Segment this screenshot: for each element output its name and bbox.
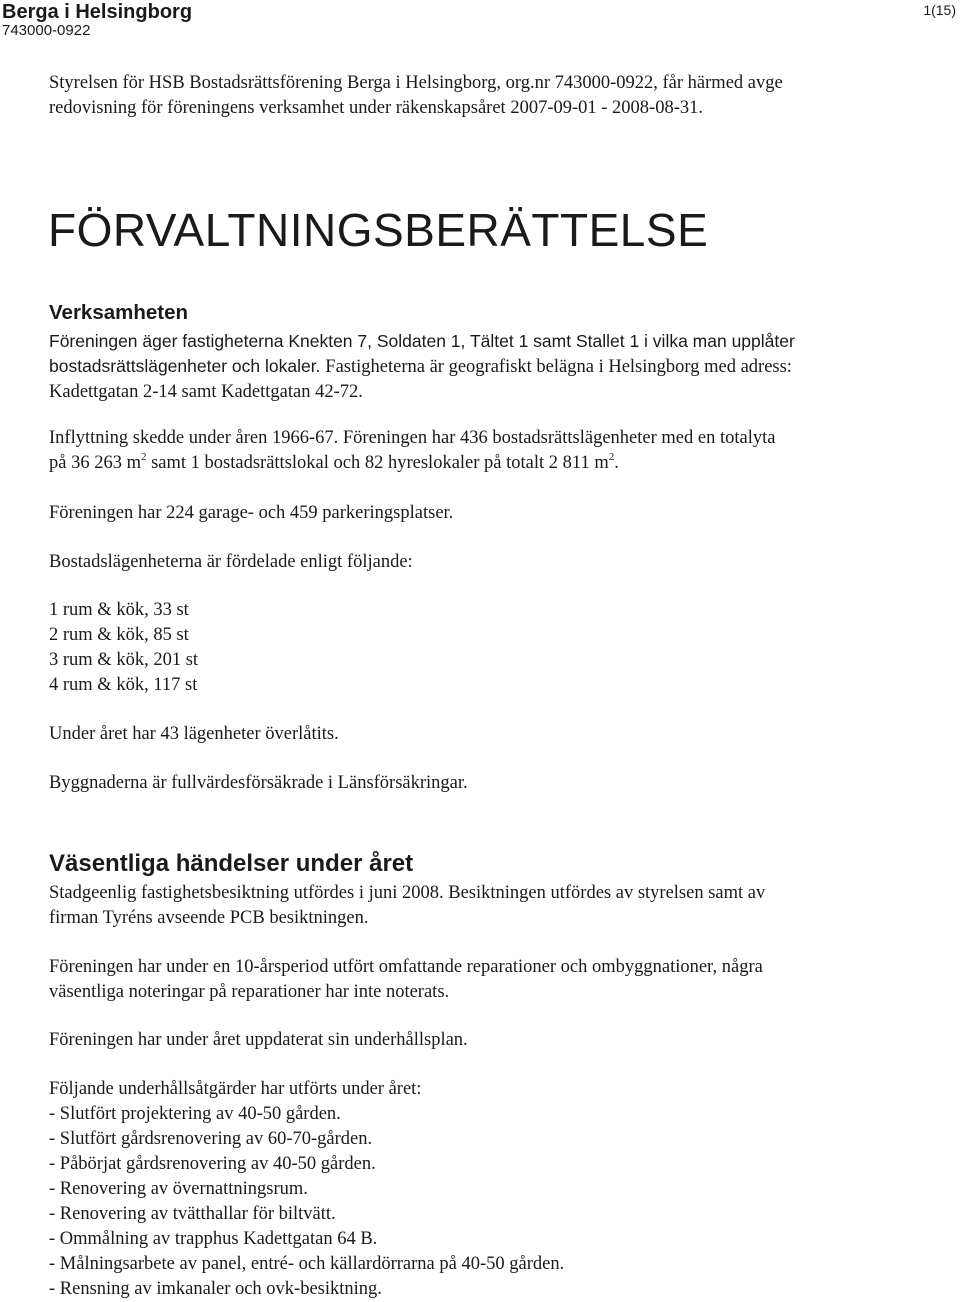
paragraph-text: bostadsrättslägenheter och lokaler. <box>49 356 326 376</box>
list-item: - Rensning av imkanaler och ovk-besiktning. <box>49 1279 382 1299</box>
paragraph-text: Fastigheterna är geografiskt belägna i Helsingborg med adress: <box>325 357 792 377</box>
garage-paragraph <box>49 501 929 526</box>
paragraph-line: Under året har 43 lägenheter överlåtits. <box>49 724 339 744</box>
paragraph-line: Byggnaderna är fullvärdesförsäkrade i Länsförsäkringar. <box>49 773 468 793</box>
maintenance-plan-paragraph <box>49 1028 929 1053</box>
superscript: 2 <box>608 450 615 463</box>
paragraph-line: Föreningen har under en 10-årsperiod utfört omfattande reparationer och ombyggnationer, några <box>49 957 763 977</box>
transfers-paragraph <box>49 722 929 747</box>
paragraph-line: firman Tyréns avseende PCB besiktningen. <box>49 908 369 928</box>
paragraph-line: Föreningen har 224 garage- och 459 parkeringsplatser. <box>49 503 454 523</box>
insurance-paragraph <box>49 771 929 796</box>
list-item: - Påbörjat gårdsrenovering av 40-50 gården. <box>49 1154 376 1174</box>
page-number: 1(15) <box>923 2 956 18</box>
superscript: 2 <box>140 450 147 463</box>
paragraph-text: samt 1 bostadsrättslokal och 82 hyreslokaler på totalt 2 811 m <box>146 453 609 473</box>
list-item: - Målningsarbete av panel, entré- och källardörrarna på 40-50 gården. <box>49 1254 565 1274</box>
list-item: 4 rum & kök, 117 st <box>49 675 198 695</box>
document-title: FÖRVALTNINGSBERÄTTELSE <box>48 204 709 256</box>
paragraph-text: på 36 263 m <box>49 453 141 473</box>
list-item: - Renovering av tvätthallar för biltvätt. <box>49 1204 336 1224</box>
header-org-name: Berga i Helsingborg <box>2 1 193 23</box>
paragraph-line: Inflyttning skedde under åren 1966-67. Föreningen har 436 bostadsrättslägenheter med en totalyta <box>49 428 776 448</box>
occupancy-paragraph <box>49 426 929 476</box>
maintenance-measures <box>49 1077 929 1302</box>
paragraph-line: Stadgeenlig fastighetsbesiktning utfördes i juni 2008. Besiktningen utfördes av styrelsen samt av <box>49 883 766 903</box>
paragraph-line: Föreningen äger fastigheterna Knekten 7, Soldaten 1, Tältet 1 samt Stallet 1 i vilka man upplåter <box>49 331 795 351</box>
apartment-distribution-list <box>49 598 929 698</box>
repairs-paragraph <box>49 955 929 1005</box>
paragraph-line <box>49 451 929 476</box>
paragraph-line: väsentliga noteringar på reparationer har inte noterats. <box>49 982 450 1002</box>
paragraph-line: Kadettgatan 2-14 samt Kadettgatan 42-72. <box>49 382 363 402</box>
list-item: 3 rum & kök, 201 st <box>49 650 199 670</box>
intro-line: redovisning för föreningens verksamhet under räkenskapsåret 2007-09-01 - 2008-08-31. <box>49 98 703 118</box>
paragraph-text: . <box>614 453 619 473</box>
intro-paragraph <box>49 71 929 121</box>
distribution-intro <box>49 550 929 575</box>
paragraph-line: Bostadslägenheterna är fördelade enligt följande: <box>49 552 413 572</box>
paragraph-line <box>49 354 929 380</box>
list-item: 2 rum & kök, 85 st <box>49 625 189 645</box>
paragraph-line: Föreningen har under året uppdaterat sin underhållsplan. <box>49 1030 468 1050</box>
list-item: - Renovering av övernattningsrum. <box>49 1179 308 1199</box>
list-intro: Följande underhållsåtgärder har utförts under året: <box>49 1079 422 1099</box>
intro-line: Styrelsen för HSB Bostadsrättsförening Berga i Helsingborg, org.nr 743000-0922, får härmed avge <box>49 73 783 93</box>
property-paragraph <box>49 329 929 405</box>
list-item: - Slutfört projektering av 40-50 gården. <box>49 1104 341 1124</box>
list-item: - Slutfört gårdsrenovering av 60-70-gården. <box>49 1129 373 1149</box>
list-item: - Ommålning av trapphus Kadettgatan 64 B. <box>49 1229 378 1249</box>
header-org-number: 743000-0922 <box>2 22 91 39</box>
list-item: 1 rum & kök, 33 st <box>49 600 189 620</box>
inspection-paragraph <box>49 881 929 931</box>
section-heading-verksamheten: Verksamheten <box>49 301 189 324</box>
section-heading-events: Väsentliga händelser under året <box>49 850 414 877</box>
